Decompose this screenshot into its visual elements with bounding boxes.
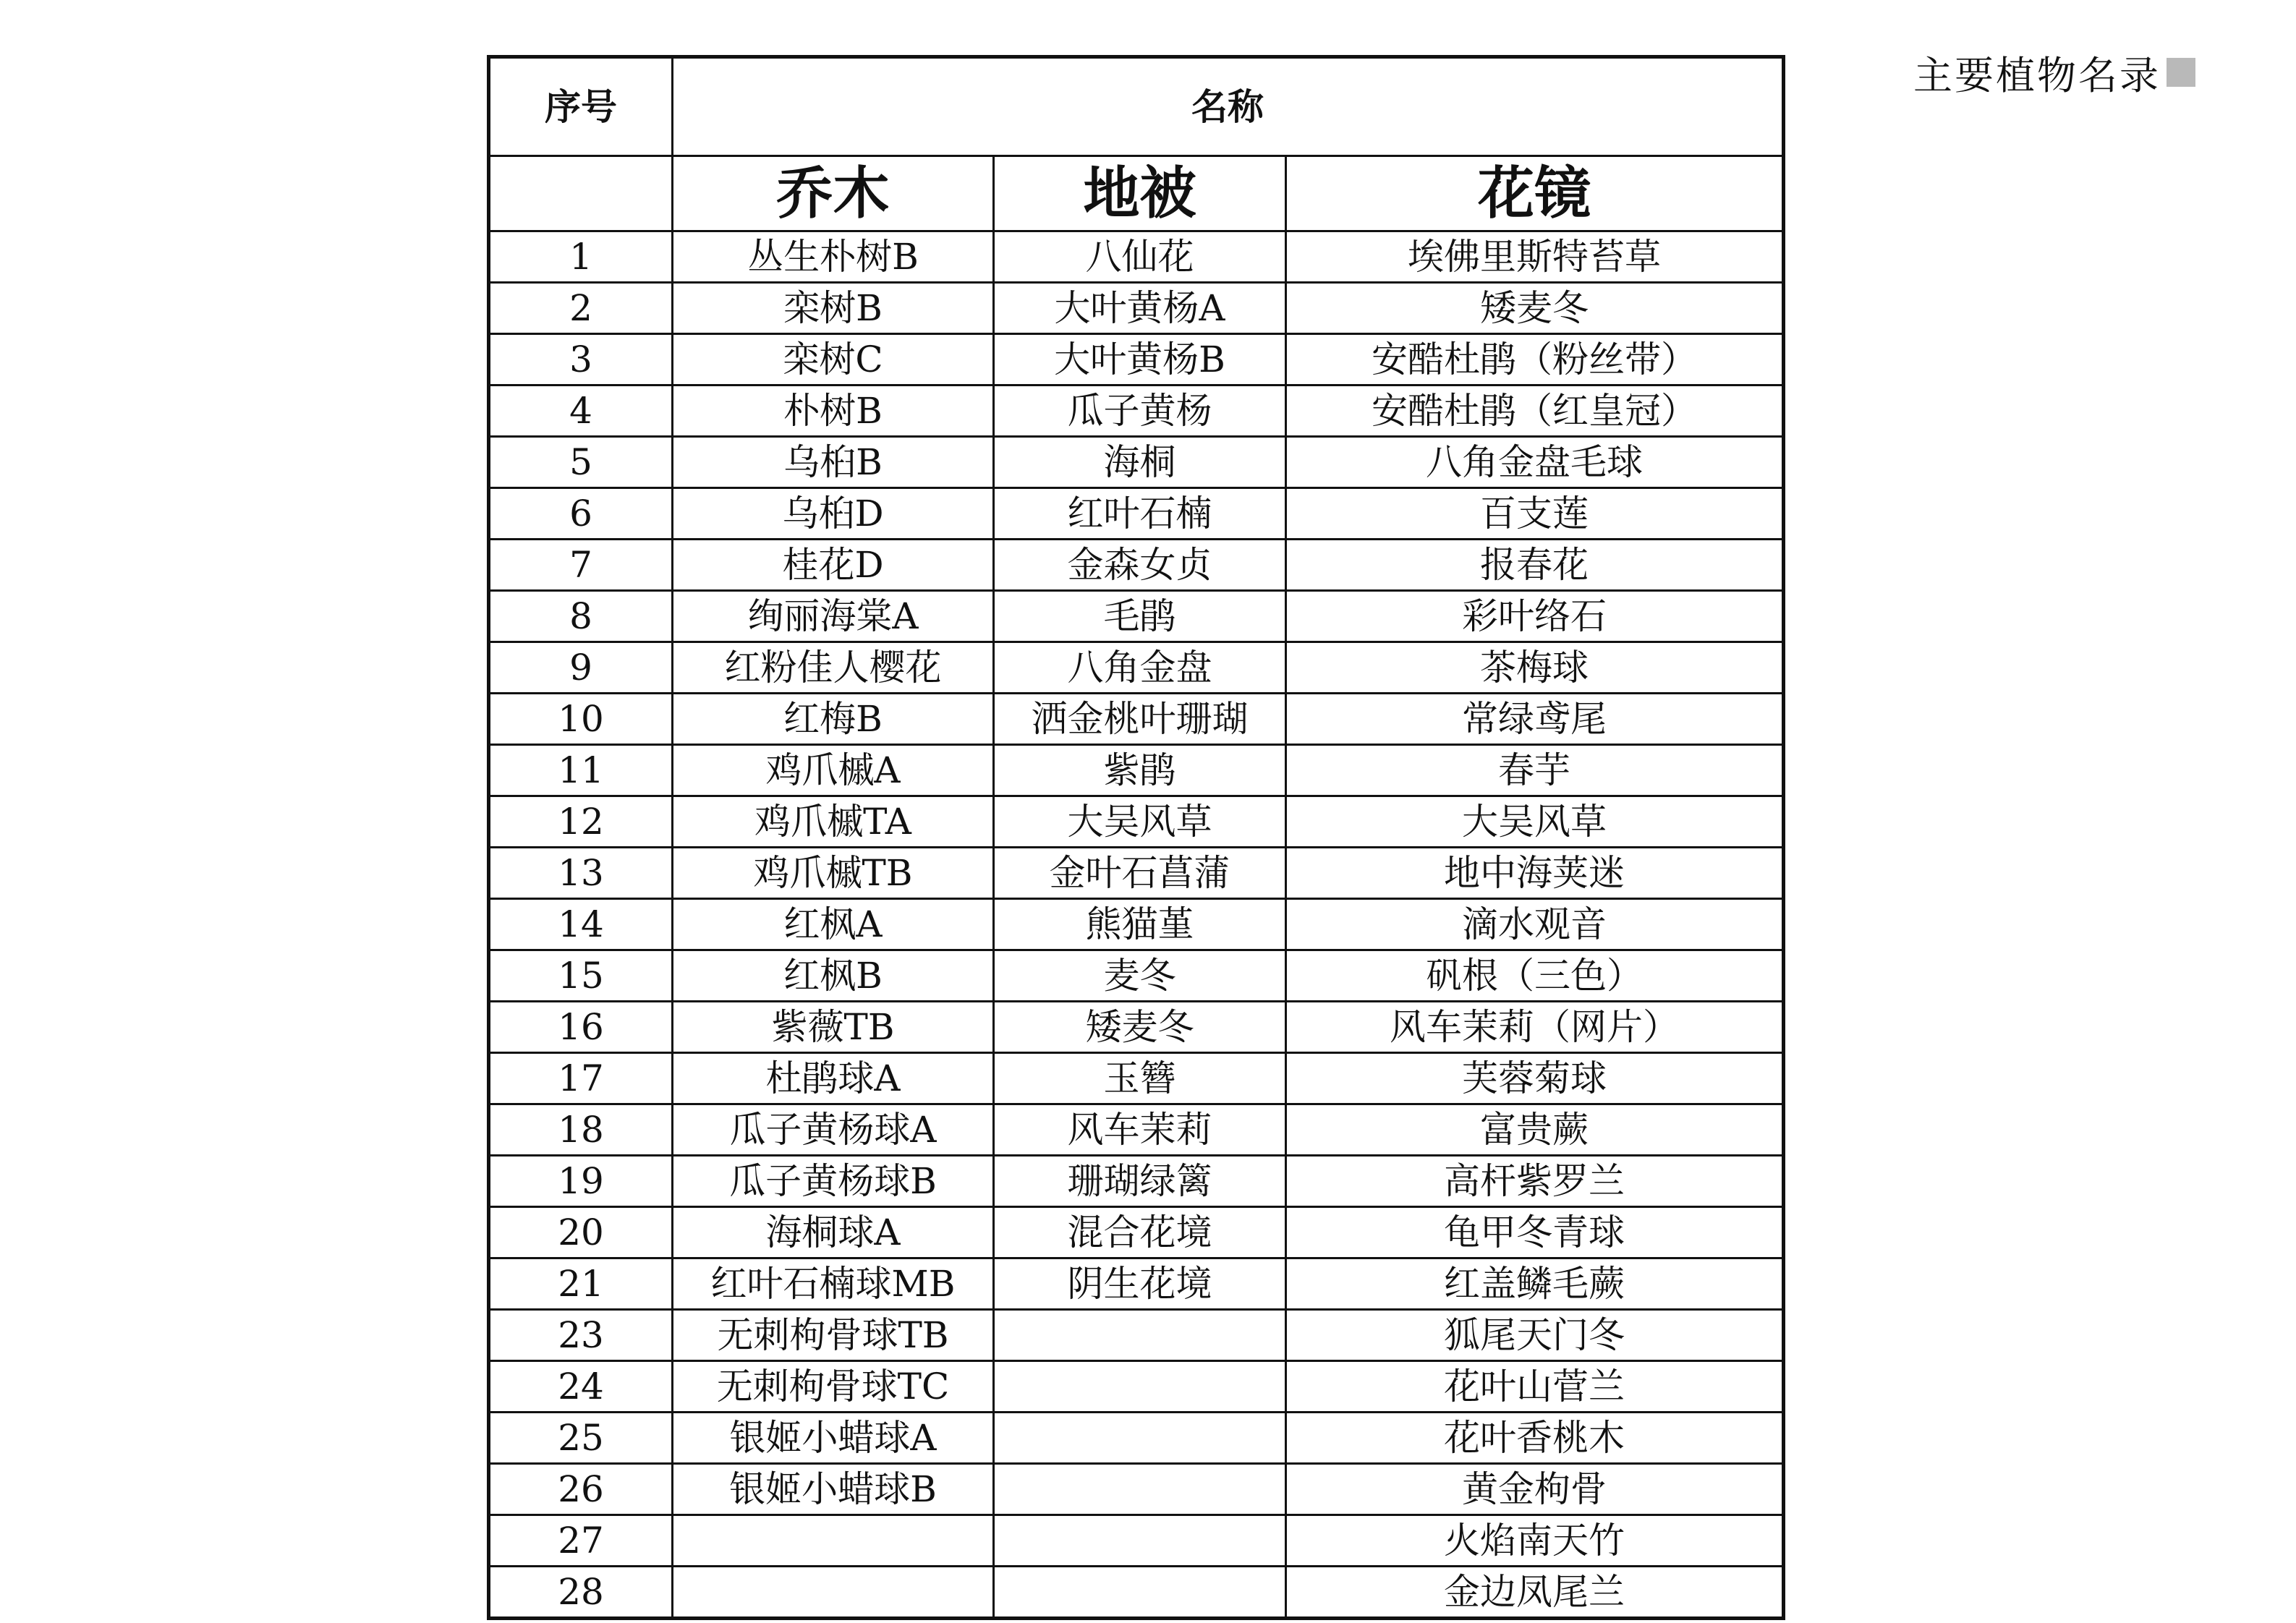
tree-cell: 无刺枸骨球TC [673,1361,994,1413]
groundcover-cell: 毛鹃 [994,591,1286,642]
tree-cell: 绚丽海棠A [673,591,994,642]
groundcover-cell [994,1413,1286,1464]
tree-cell: 瓜子黄杨球B [673,1156,994,1207]
groundcover-cell: 混合花境 [994,1207,1286,1258]
tree-cell: 红梅B [673,694,994,745]
flowerborder-cell: 彩叶络石 [1286,591,1784,642]
tree-cell: 丛生朴树B [673,231,994,283]
tree-cell: 红枫B [673,950,994,1002]
plant-table-body [489,57,1784,1619]
flowerborder-cell: 埃佛里斯特苔草 [1286,231,1784,283]
groundcover-cell: 麦冬 [994,950,1286,1002]
tree-cell: 红粉佳人樱花 [673,642,994,694]
groundcover-cell: 瓜子黄杨 [994,385,1286,437]
group-header-flowerborder: 花镜 [1286,156,1784,231]
flowerborder-cell: 矮麦冬 [1286,283,1784,334]
tree-cell: 鸡爪槭TB [673,848,994,899]
tree-cell: 乌桕D [673,488,994,540]
flowerborder-cell: 富贵蕨 [1286,1104,1784,1156]
groundcover-cell [994,1464,1286,1515]
tree-cell: 无刺枸骨球TB [673,1310,994,1361]
groundcover-cell: 大叶黄杨B [994,334,1286,385]
index-cell: 26 [489,1464,673,1515]
table-row [489,1104,1784,1156]
groundcover-cell: 紫鹃 [994,745,1286,796]
index-cell: 25 [489,1413,673,1464]
flowerborder-cell: 高杆紫罗兰 [1286,1156,1784,1207]
index-cell: 9 [489,642,673,694]
table-row [489,1464,1784,1515]
table-row [489,1156,1784,1207]
index-cell: 16 [489,1002,673,1053]
groundcover-cell: 大叶黄杨A [994,283,1286,334]
groundcover-cell: 熊猫堇 [994,899,1286,950]
groundcover-cell: 海桐 [994,437,1286,488]
table-row [489,540,1784,591]
groundcover-cell [994,1515,1286,1567]
flowerborder-cell: 春芋 [1286,745,1784,796]
flowerborder-cell: 矾根（三色） [1286,950,1784,1002]
table-row [489,796,1784,848]
tree-cell: 栾树C [673,334,994,385]
index-cell: 11 [489,745,673,796]
flowerborder-cell: 风车茉莉（网片） [1286,1002,1784,1053]
index-cell: 23 [489,1310,673,1361]
tree-cell: 桂花D [673,540,994,591]
table-row [489,694,1784,745]
index-cell: 6 [489,488,673,540]
index-cell: 15 [489,950,673,1002]
flowerborder-cell: 龟甲冬青球 [1286,1207,1784,1258]
flowerborder-cell: 黄金枸骨 [1286,1464,1784,1515]
index-cell: 17 [489,1053,673,1104]
flowerborder-cell: 金边凤尾兰 [1286,1567,1784,1619]
tree-cell: 银姬小蜡球A [673,1413,994,1464]
flowerborder-cell: 百支莲 [1286,488,1784,540]
index-cell: 5 [489,437,673,488]
flowerborder-cell: 红盖鳞毛蕨 [1286,1258,1784,1310]
index-cell: 2 [489,283,673,334]
group-header-row [489,156,1784,231]
tree-cell: 栾树B [673,283,994,334]
table-row [489,1515,1784,1567]
tree-cell: 鸡爪槭A [673,745,994,796]
table-row [489,642,1784,694]
table-row [489,1567,1784,1619]
title-mark [2167,58,2195,87]
groundcover-cell [994,1567,1286,1619]
table-row [489,334,1784,385]
index-cell: 20 [489,1207,673,1258]
flowerborder-cell: 狐尾天门冬 [1286,1310,1784,1361]
group-header-trees: 乔木 [673,156,994,231]
table-row [489,1361,1784,1413]
groundcover-cell [994,1361,1286,1413]
index-cell: 21 [489,1258,673,1310]
tree-cell: 紫薇TB [673,1002,994,1053]
tree-cell [673,1515,994,1567]
index-cell: 18 [489,1104,673,1156]
index-cell: 27 [489,1515,673,1567]
groundcover-cell: 八角金盘 [994,642,1286,694]
groundcover-cell: 珊瑚绿篱 [994,1156,1286,1207]
tree-cell: 银姬小蜡球B [673,1464,994,1515]
flowerborder-cell: 报春花 [1286,540,1784,591]
table-row [489,1207,1784,1258]
tree-cell: 瓜子黄杨球A [673,1104,994,1156]
tree-cell: 杜鹃球A [673,1053,994,1104]
header-row [489,57,1784,156]
table-row [489,1258,1784,1310]
table-row [489,231,1784,283]
groundcover-cell: 金叶石菖蒲 [994,848,1286,899]
flowerborder-cell: 花叶山菅兰 [1286,1361,1784,1413]
flowerborder-cell: 八角金盘毛球 [1286,437,1784,488]
flowerborder-cell: 地中海荚迷 [1286,848,1784,899]
tree-cell: 乌桕B [673,437,994,488]
name-header: 名称 [673,57,1784,156]
index-cell: 7 [489,540,673,591]
group-header-groundcover: 地被 [994,156,1286,231]
groundcover-cell: 阴生花境 [994,1258,1286,1310]
tree-cell: 红叶石楠球MB [673,1258,994,1310]
index-cell: 24 [489,1361,673,1413]
flowerborder-cell: 滴水观音 [1286,899,1784,950]
table-row [489,1002,1784,1053]
groundcover-cell: 八仙花 [994,231,1286,283]
tree-cell: 鸡爪槭TA [673,796,994,848]
table-row [489,437,1784,488]
table-row [489,848,1784,899]
flowerborder-cell: 大吴风草 [1286,796,1784,848]
page-title-text: 主要植物名录 [1913,52,2161,98]
index-cell: 19 [489,1156,673,1207]
groundcover-cell: 风车茉莉 [994,1104,1286,1156]
table-row [489,283,1784,334]
groundcover-cell: 金森女贞 [994,540,1286,591]
tree-cell: 朴树B [673,385,994,437]
plant-table [487,55,1785,1620]
page-title [1852,45,2195,100]
table-row [489,1413,1784,1464]
groundcover-cell [994,1310,1286,1361]
groundcover-cell: 洒金桃叶珊瑚 [994,694,1286,745]
table-row [489,745,1784,796]
table-row [489,950,1784,1002]
group-header-blank [489,156,673,231]
flowerborder-cell: 安酷杜鹃（红皇冠） [1286,385,1784,437]
groundcover-cell: 玉簪 [994,1053,1286,1104]
index-header: 序号 [489,57,673,156]
table-row [489,488,1784,540]
index-cell: 1 [489,231,673,283]
groundcover-cell: 矮麦冬 [994,1002,1286,1053]
index-cell: 10 [489,694,673,745]
table-row [489,899,1784,950]
tree-cell: 海桐球A [673,1207,994,1258]
flowerborder-cell: 常绿鸢尾 [1286,694,1784,745]
index-cell: 3 [489,334,673,385]
flowerborder-cell: 茶梅球 [1286,642,1784,694]
index-cell: 8 [489,591,673,642]
table-row [489,385,1784,437]
index-cell: 4 [489,385,673,437]
index-cell: 28 [489,1567,673,1619]
tree-cell: 红枫A [673,899,994,950]
table-row [489,1310,1784,1361]
table-row [489,591,1784,642]
flowerborder-cell: 花叶香桃木 [1286,1413,1784,1464]
flowerborder-cell: 安酷杜鹃（粉丝带） [1286,334,1784,385]
index-cell: 14 [489,899,673,950]
index-cell: 12 [489,796,673,848]
groundcover-cell: 红叶石楠 [994,488,1286,540]
flowerborder-cell: 火焰南天竹 [1286,1515,1784,1567]
groundcover-cell: 大吴风草 [994,796,1286,848]
flowerborder-cell: 芙蓉菊球 [1286,1053,1784,1104]
table-row [489,1053,1784,1104]
index-cell: 13 [489,848,673,899]
tree-cell [673,1567,994,1619]
